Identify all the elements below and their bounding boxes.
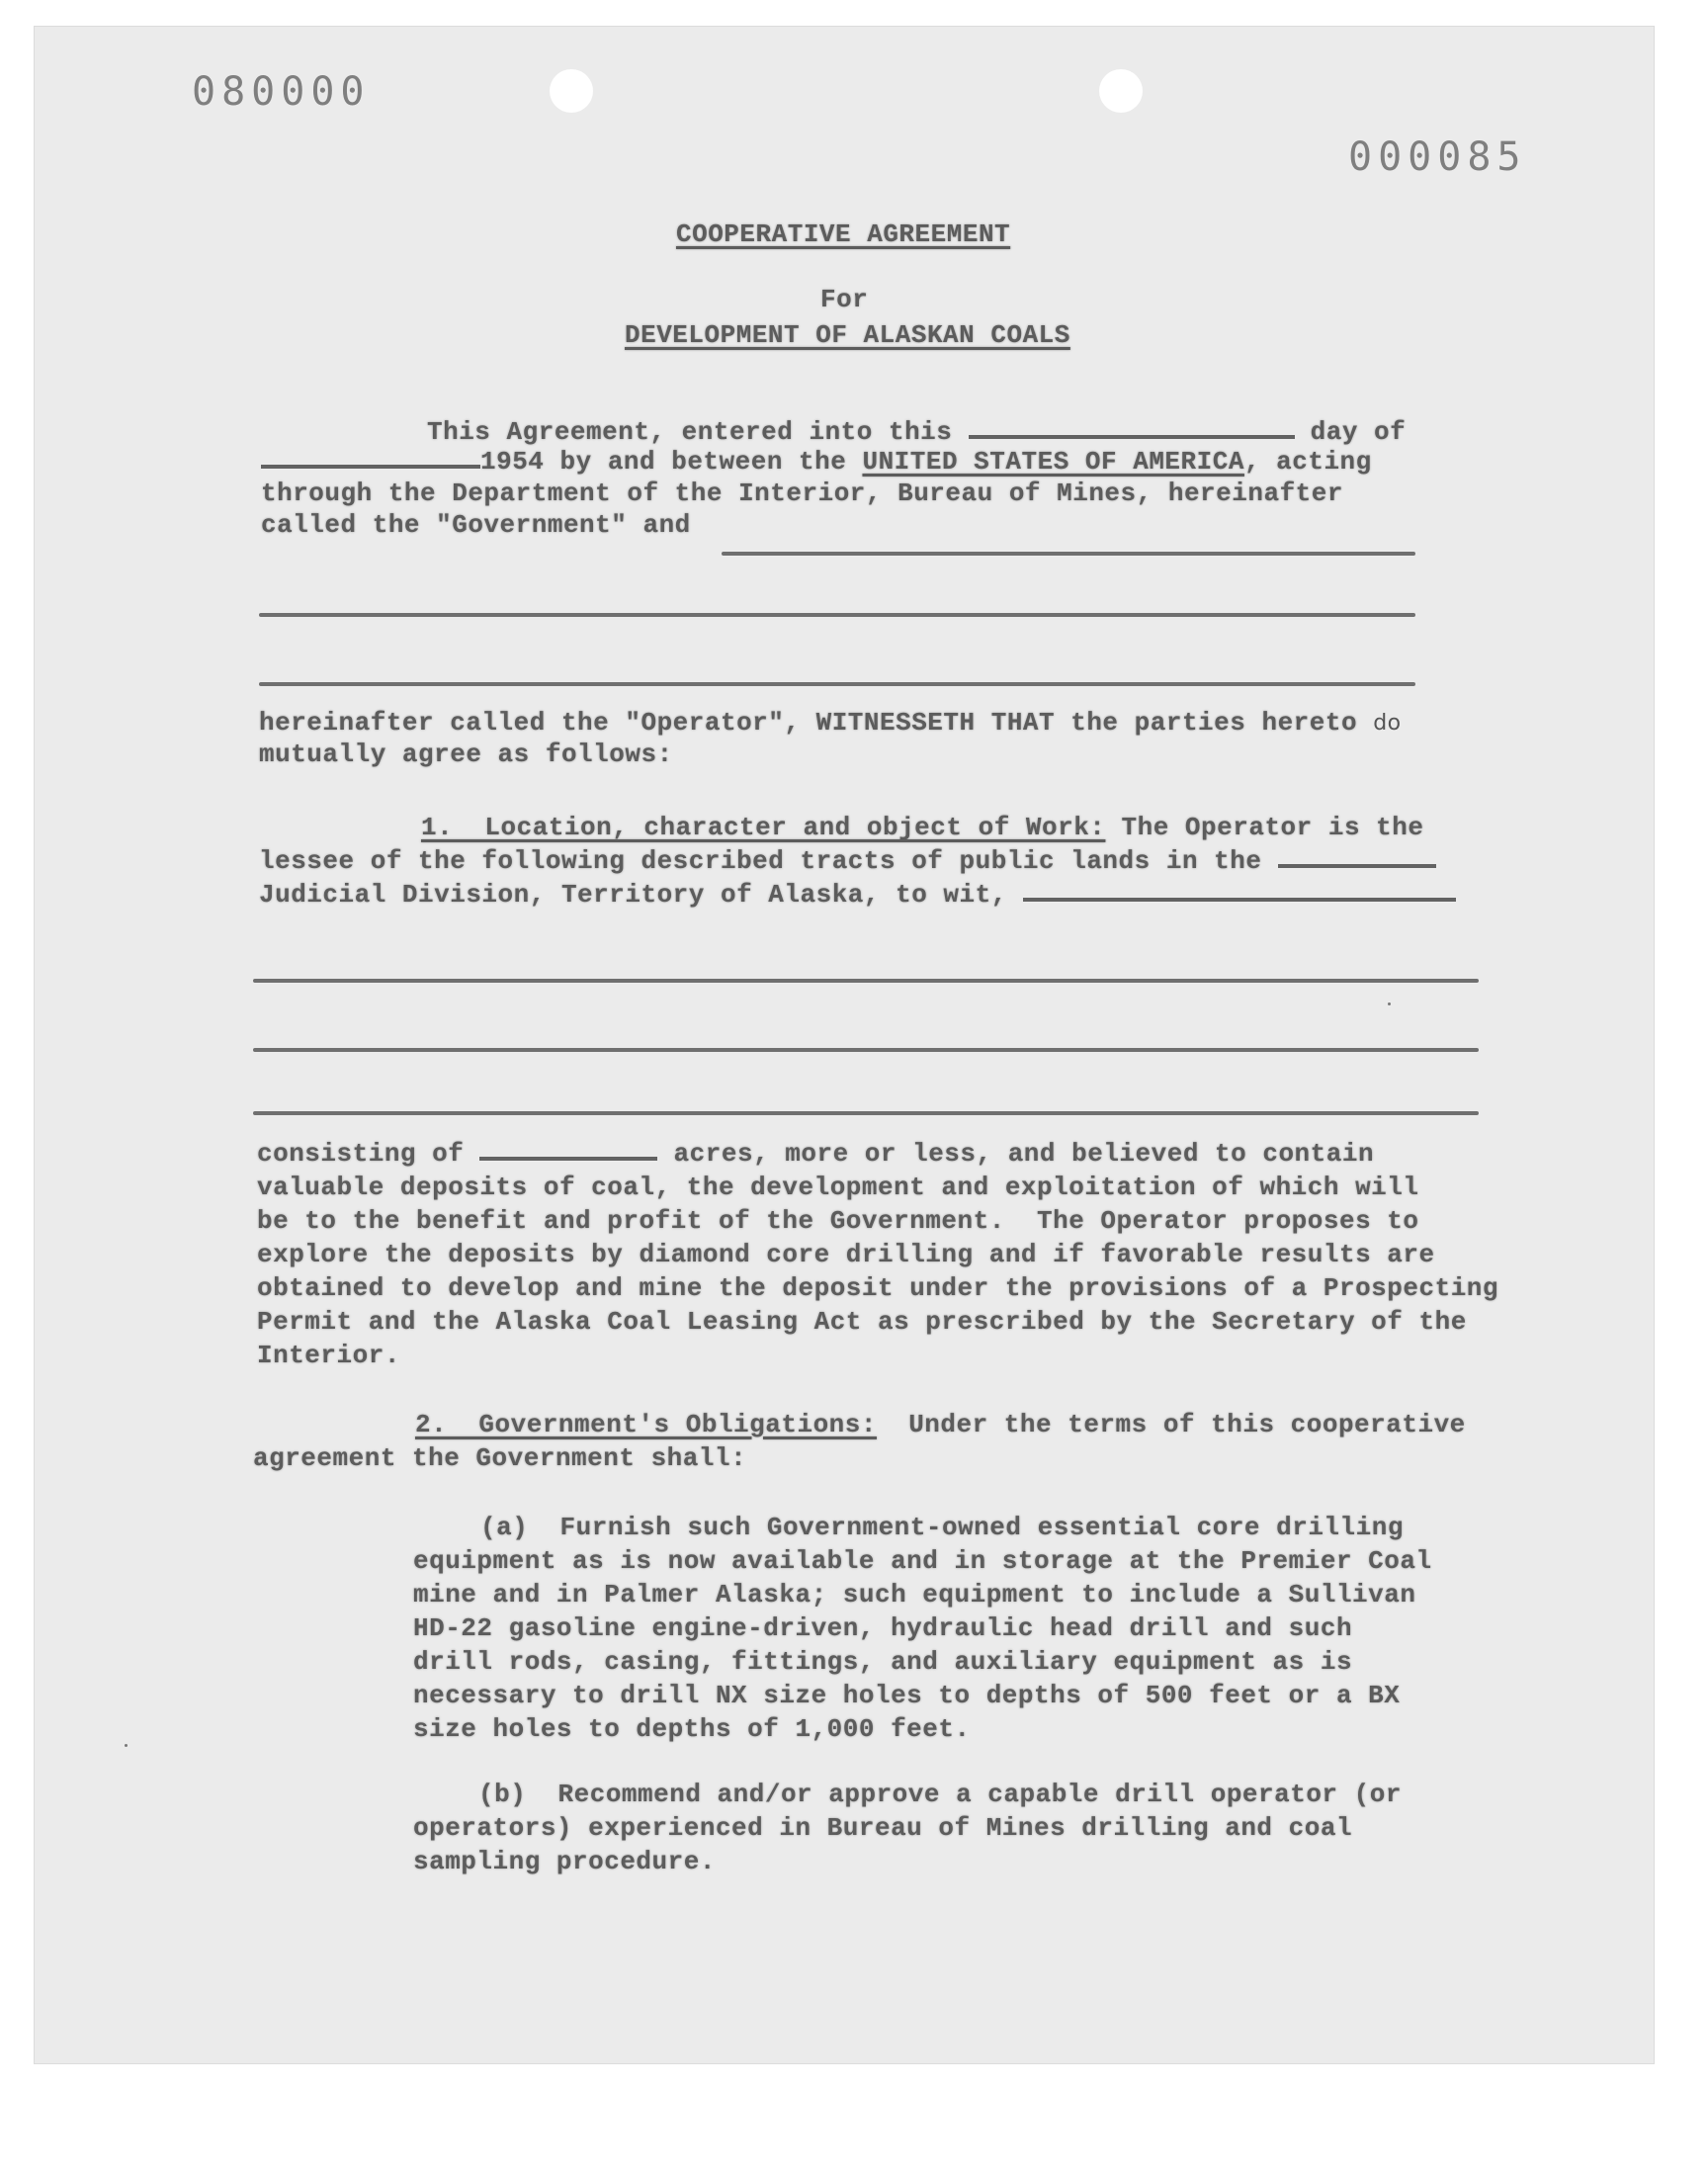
tract-description-blank-2 <box>253 1048 1479 1052</box>
item-a-line-4: HD-22 gasoline engine-driven, hydraulic head drill and such <box>413 1613 1353 1643</box>
section-1-heading: 1. Location, character and object of Work: <box>421 813 1106 842</box>
section-2-line-1: 2. Government's Obligations: Under the terms of this cooperative <box>415 1410 1466 1439</box>
item-b-line-3: sampling procedure. <box>413 1847 716 1876</box>
consisting-line-7: Interior. <box>257 1341 400 1370</box>
item-a-line-6: necessary to drill NX size holes to depths of 500 feet or a BX <box>413 1681 1401 1710</box>
section-2-heading: 2. Government's Obligations: <box>415 1410 877 1439</box>
title-for: For <box>820 285 869 314</box>
title-cooperative-agreement: COOPERATIVE AGREEMENT <box>676 219 1011 249</box>
paper-speck <box>1388 1002 1391 1005</box>
title-development: DEVELOPMENT OF ALASKAN COALS <box>625 320 1070 350</box>
section-2-line-2: agreement the Government shall: <box>253 1443 747 1473</box>
division-blank <box>1278 864 1436 868</box>
consisting-line-4: explore the deposits by diamond core drilling and if favorable results are <box>257 1240 1435 1269</box>
date-day-blank <box>969 435 1295 439</box>
item-a-line-3: mine and in Palmer Alaska; such equipment to include a Sullivan <box>413 1580 1416 1610</box>
tract-description-blank-1 <box>253 979 1479 983</box>
tract-description-blank-3 <box>253 1111 1479 1115</box>
tract-description-blank-0 <box>1023 898 1456 902</box>
punch-hole-right <box>1099 69 1143 113</box>
paper-speck <box>125 1744 128 1747</box>
intro-line-4: called the "Government" and <box>261 510 691 540</box>
witness-line-1: hereinafter called the "Operator", WITNESSETH THAT the parties hereto do <box>259 708 1402 738</box>
stamp-number-left: 080000 <box>192 69 371 115</box>
acres-blank <box>479 1157 657 1161</box>
operator-name-blank-1 <box>722 552 1415 556</box>
consisting-line-3: be to the benefit and profit of the Government. The Operator proposes to <box>257 1206 1419 1236</box>
section-1-line-2: lessee of the following described tracts of public lands in the <box>259 846 1436 876</box>
intro-line-2: 1954 by and between the UNITED STATES OF AMERICA, acting <box>261 447 1372 477</box>
handwritten-do: do <box>1373 711 1402 736</box>
consisting-line-1: consisting of acres, more or less, and believed to contain <box>257 1139 1375 1169</box>
item-a-line-7: size holes to depths of 1,000 feet. <box>413 1714 971 1744</box>
operator-name-blank-3 <box>259 682 1415 686</box>
date-month-blank <box>261 465 480 469</box>
intro-line-3: through the Department of the Interior, Bureau of Mines, hereinafter <box>261 478 1343 508</box>
consisting-line-2: valuable deposits of coal, the development and exploitation of which will <box>257 1173 1419 1202</box>
intro-line-1: This Agreement, entered into this day of <box>427 417 1407 447</box>
stamp-number-right: 000085 <box>1348 134 1527 180</box>
item-a-line-5: drill rods, casing, fittings, and auxiliary equipment as is <box>413 1647 1353 1677</box>
item-a-line-2: equipment as is now available and in storage at the Premier Coal <box>413 1546 1432 1576</box>
operator-name-blank-2 <box>259 613 1415 617</box>
item-a-line-1: (a) Furnish such Government-owned essential core drilling <box>480 1513 1404 1542</box>
witness-line-2: mutually agree as follows: <box>259 740 673 769</box>
consisting-line-6: Permit and the Alaska Coal Leasing Act as prescribed by the Secretary of the <box>257 1307 1467 1337</box>
section-1-line-3: Judicial Division, Territory of Alaska, to wit, <box>259 880 1456 910</box>
item-b-line-1: (b) Recommend and/or approve a capable drill operator (or <box>478 1780 1402 1809</box>
section-1-line-1: 1. Location, character and object of Work: The Operator is the <box>421 813 1424 842</box>
punch-hole-left <box>550 69 593 113</box>
consisting-line-5: obtained to develop and mine the deposit under the provisions of a Prospecting <box>257 1273 1498 1303</box>
item-b-line-2: operators) experienced in Bureau of Mines drilling and coal <box>413 1813 1353 1843</box>
